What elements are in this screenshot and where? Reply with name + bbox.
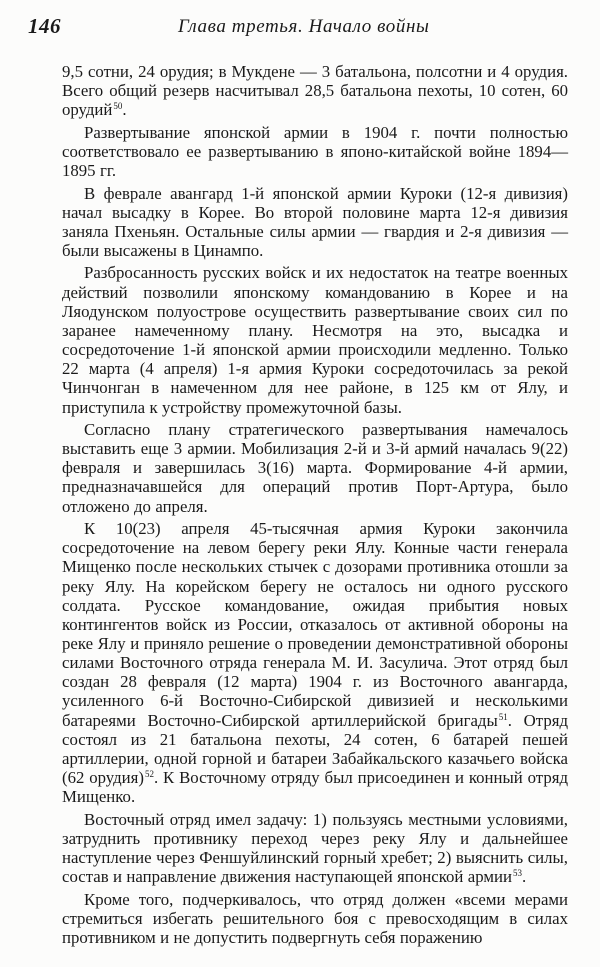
page-header (28, 14, 566, 44)
paragraph-text: . Отряд состоял из 21 батальона пехоты, 24 сотен, 6 батарей пешей артиллерии, одной горной и батареи Забайкальского казачьего войска (62 орудия) (62, 710, 568, 788)
paragraph-text: Согласно плану стратегического развертывания намечалось выставить еще 3 армии. Мобилизация 2-й и 3-й армий началась 9(22) февраля и завершилась 3(16) марта. Формирование 4-й армии, предназначавшейся для операций против Порт-Артура, было отложено до апреля. (62, 420, 568, 516)
footnote-marker[interactable]: 51 (498, 711, 508, 722)
paragraph-text: 9,5 сотни, 24 орудия; в Мукдене — 3 батальона, полсотни и 4 орудия. Всего общий резерв насчитывал 28,5 батальона пехоты, 10 сотен, 60 орудий (62, 62, 568, 120)
paragraph (62, 184, 568, 261)
paragraph-text: Восточный отряд имел задачу: 1) пользуясь местными условиями, затруднить противнику переход через реку Ялу и дальнейшее наступление через Феншуйлинский горный хребет; 2) выяснить силы, состав и направление движения наступающей японской армии (62, 809, 568, 887)
running-head: Глава третья. Начало войны (178, 16, 430, 37)
paragraph (62, 810, 568, 887)
body-text (62, 62, 568, 950)
paragraph-text: Кроме того, подчеркивалось, что отряд должен «всеми мерами стремиться избегать решительного боя с превосходящим в силах противником и не допустить подвергнуть себя поражению (62, 889, 568, 947)
paragraph-text: К 10(23) апреля 45-тысячная армия Куроки закончила сосредоточение на левом берегу реки Ялу. Конные части генерала Мищенко после нескольких стычек с дозорами противника отошли за реку Ялу. На корейском берегу не осталось ни одного русского солдата. Русское командование, ожидая прибытия новых контингентов войск из России, отказалось от активной обороны на реке Ялу и приняло решение о проведении демонстративной обороны силами Восточного отряда генерала М. И. Засулича. Этот отряд был создан 28 февраля (12 марта) 1904 г. из Восточного авангарда, усиленного 6-й Восточно-Сибирской дивизией и несколькими батареями Восточно-Сибирской артиллерийской бригады (62, 519, 568, 730)
paragraph (62, 420, 568, 516)
paragraph (62, 62, 568, 119)
paragraph-text: В феврале авангард 1-й японской армии Куроки (12-я дивизия) начал высадку в Корее. Во второй половине марта 12-я дивизия заняла Пхеньян. Остальные силы армии — гвардия и 2-я дивизия — были высажены в Цинампо. (62, 183, 568, 260)
paragraph-text: Развертывание японской армии в 1904 г. почти полностью соответствовало ее развертыванию в японо-китайской войне 1894—1895 гг. (62, 122, 568, 181)
paragraph-text: . (122, 100, 127, 120)
paragraph-text: . (521, 867, 527, 887)
footnote-marker[interactable]: 52 (144, 769, 154, 780)
paragraph (62, 263, 568, 416)
footnote-marker[interactable]: 50 (113, 101, 123, 112)
page-number: 146 (28, 14, 61, 38)
paragraph (62, 123, 568, 180)
paragraph-text: . К Восточному отряду был присоединен и конный отряд Мищенко. (62, 768, 568, 807)
paragraph (62, 890, 568, 947)
footnote-marker[interactable]: 53 (512, 868, 522, 879)
paragraph (62, 519, 568, 806)
paragraph-text: Разбросанность русских войск и их недостаток на театре военных действий позволили японскому командованию в Корее и на Ляодунском полуострове осуществить развертывание своих сил по заранее намеченному плану. Несмотря на это, высадка и сосредоточение 1-й японской армии происходили медленно. Только 22 марта (4 апреля) 1-я армия Куроки сосредоточилась за рекой Чинчонган в намеченном для нее районе, в 125 км от Ялу, и приступила к устройству промежуточной базы. (62, 263, 568, 417)
